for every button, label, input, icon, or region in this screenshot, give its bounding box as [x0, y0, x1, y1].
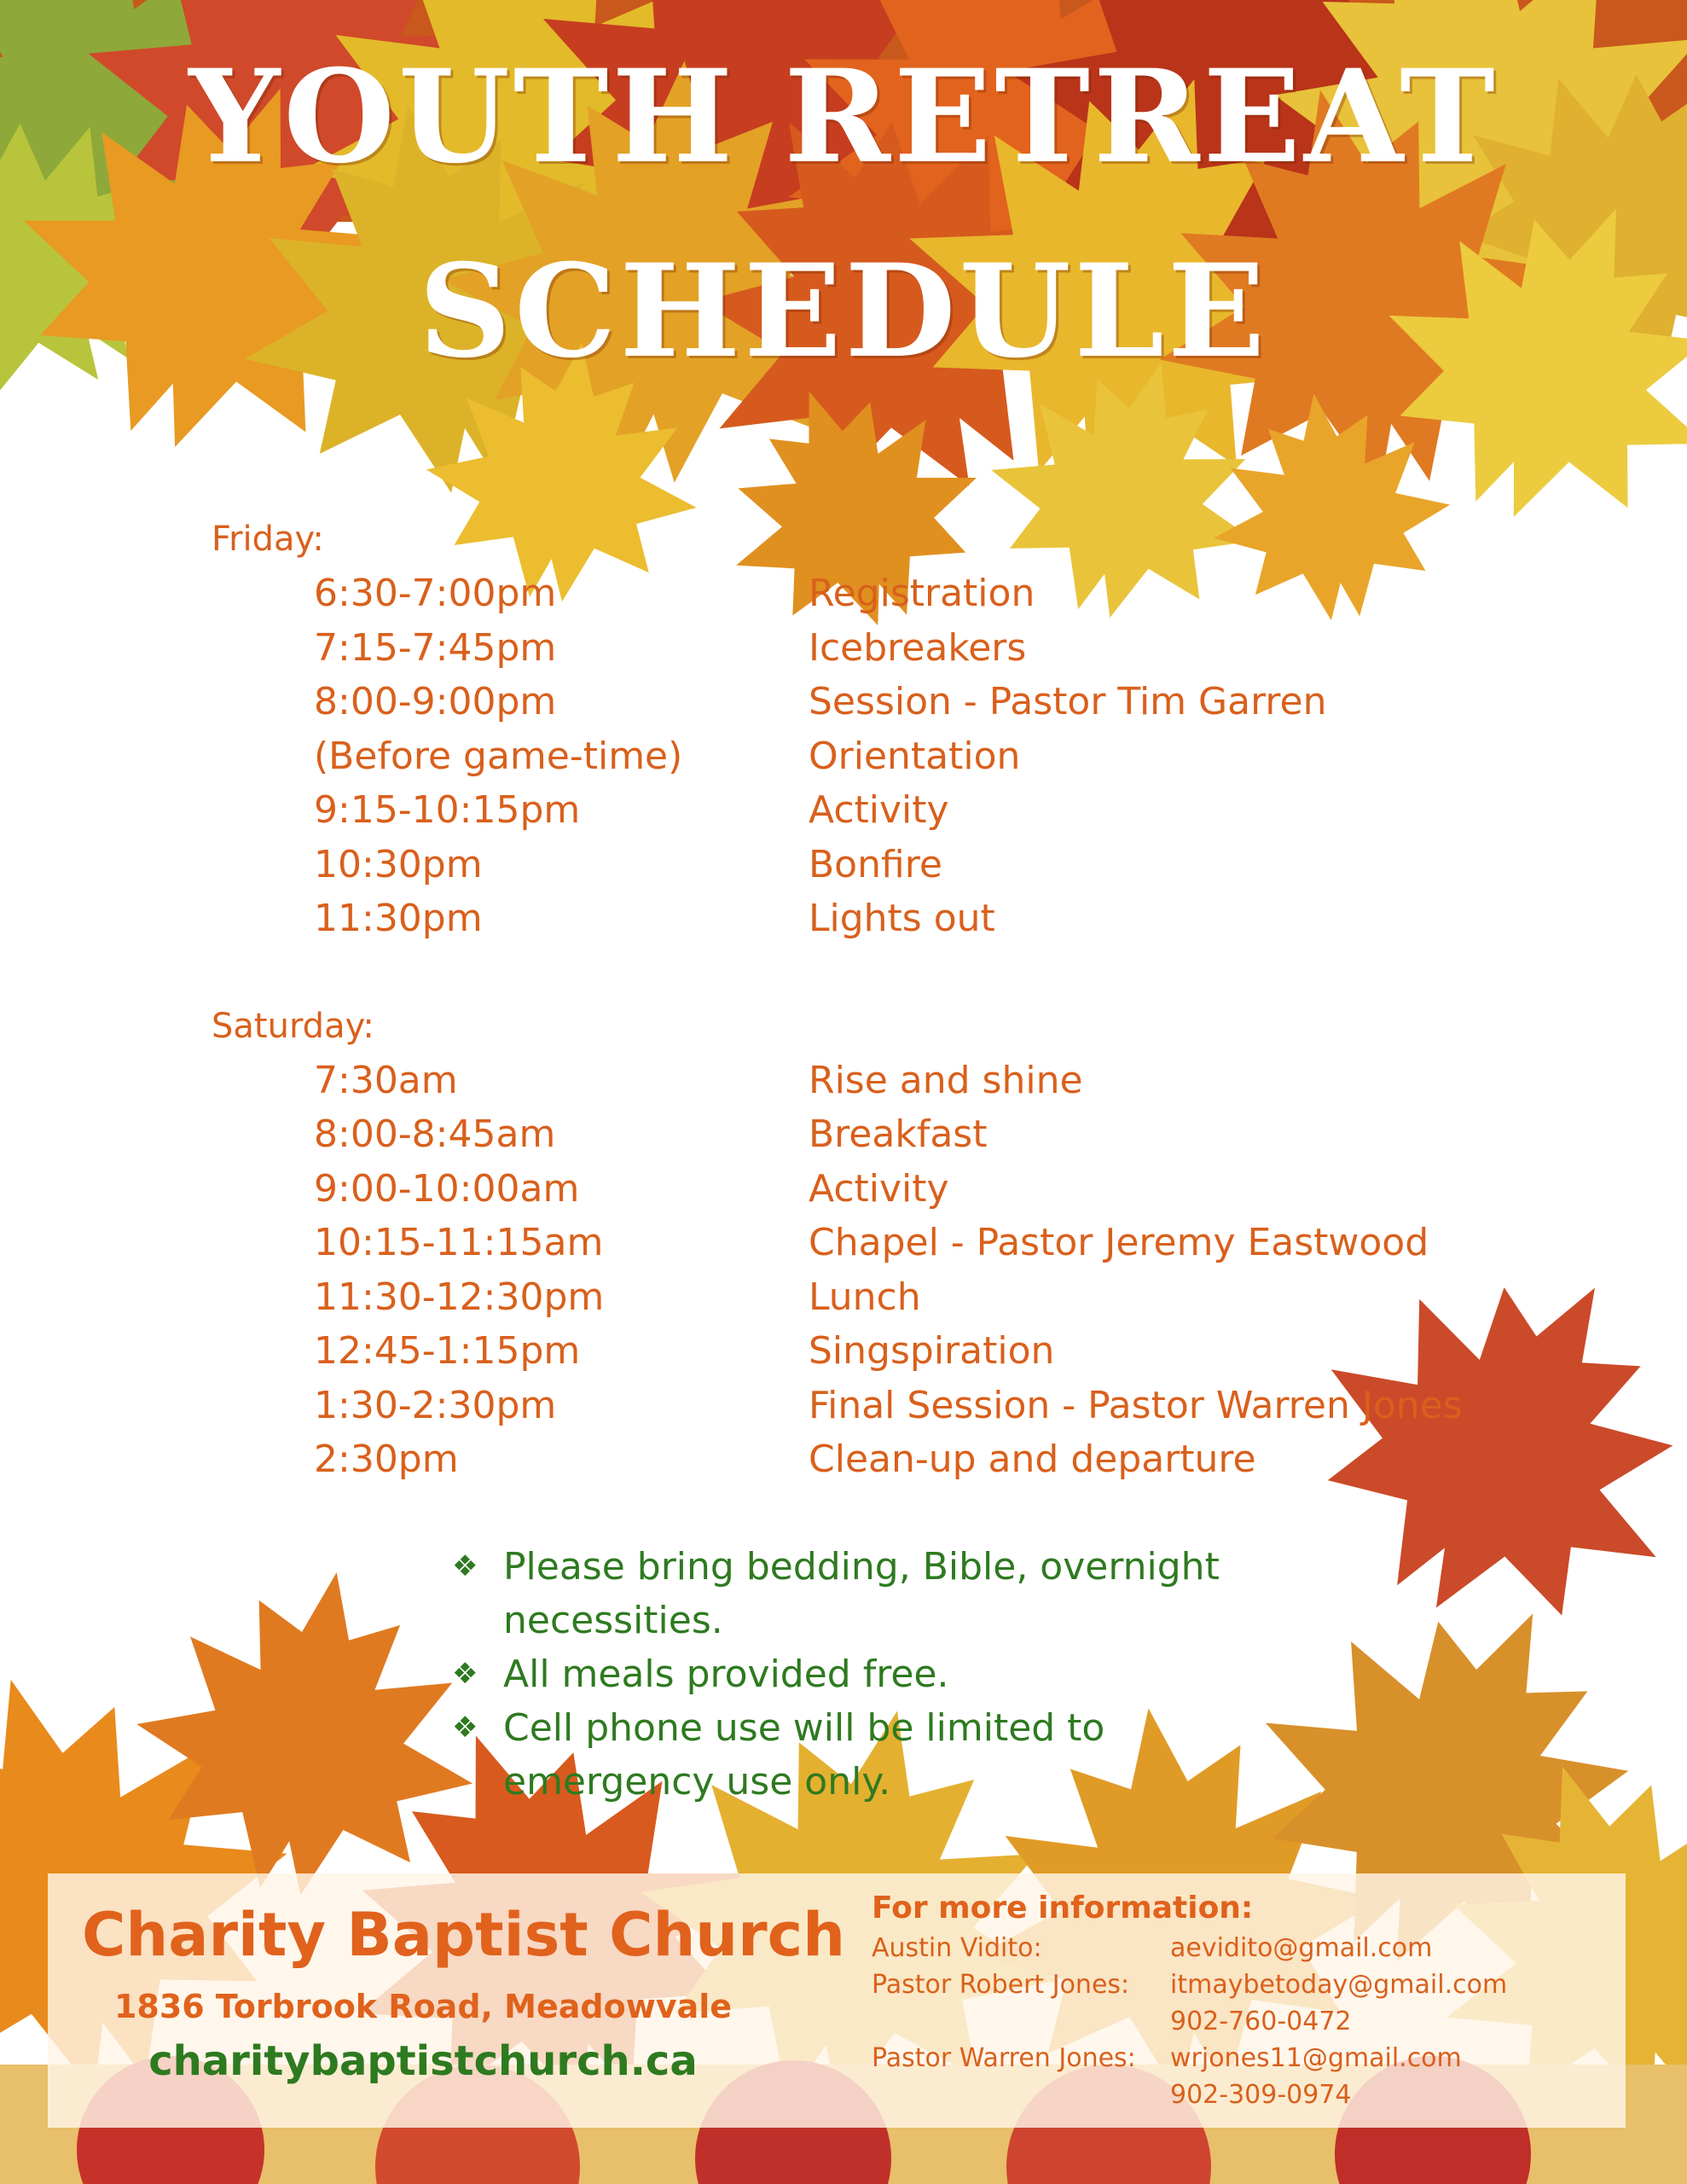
day-label-saturday: Saturday: — [212, 1006, 374, 1046]
schedule-event: Lights out — [809, 897, 995, 940]
church-address: 1836 Torbrook Road, Meadowvale — [113, 1988, 733, 2025]
schedule-row — [212, 1432, 1576, 1487]
info-box — [48, 1873, 1626, 2128]
contact-email-link[interactable]: aevidito@gmail.com — [1170, 1933, 1433, 1963]
schedule-time: 1:30-2:30pm — [314, 1383, 557, 1427]
title-line-2: SCHEDULE — [418, 236, 1269, 386]
contact-row — [872, 1930, 1507, 1966]
notes-list — [452, 1540, 1288, 1809]
schedule-event: Clean-up and departure — [809, 1438, 1256, 1481]
schedule-time: 8:00-8:45am — [314, 1112, 556, 1156]
schedule-event: Rise and shine — [809, 1058, 1083, 1102]
section-gap — [212, 946, 1576, 999]
schedule-time: 2:30pm — [314, 1438, 459, 1481]
schedule-row — [212, 1162, 1576, 1217]
diamond-bullet-icon: ❖ — [452, 1549, 478, 1583]
schedule-event: Activity — [809, 788, 949, 832]
schedule-row — [212, 675, 1576, 729]
church-website-link[interactable]: charitybaptistchurch.ca — [148, 2037, 698, 2085]
schedule-event: Icebreakers — [809, 625, 1027, 670]
note-text: All meals provided free. — [503, 1653, 949, 1696]
contact-row — [872, 2003, 1507, 2040]
schedule-event: Orientation — [809, 734, 1021, 778]
schedule-time: 7:15-7:45pm — [314, 625, 557, 670]
contact-name: Austin Vidito: — [872, 1933, 1042, 1963]
schedule-row — [212, 1054, 1576, 1108]
schedule-time: 12:45-1:15pm — [314, 1329, 581, 1373]
schedule-time: 9:00-10:00am — [314, 1166, 580, 1211]
note-item — [452, 1540, 1288, 1647]
contact-phone: 902-760-0472 — [1170, 2007, 1352, 2036]
schedule-time: 7:30am — [314, 1058, 458, 1102]
schedule-row — [212, 1270, 1576, 1325]
contact-row — [872, 1966, 1507, 2003]
schedule-time: 10:30pm — [314, 842, 483, 886]
note-text: Cell phone use will be limited to emergency use only. — [503, 1706, 1105, 1804]
info-heading: For more information: — [872, 1891, 1254, 1926]
schedule-row — [212, 729, 1576, 784]
schedule-event: Final Session - Pastor Warren Jones — [809, 1383, 1463, 1427]
schedule-row — [212, 566, 1576, 621]
note-item — [452, 1647, 1288, 1701]
schedule-row — [212, 1379, 1576, 1433]
contact-name: Pastor Warren Jones: — [872, 2043, 1136, 2073]
schedule — [212, 512, 1576, 1487]
schedule-time: 11:30pm — [314, 897, 483, 940]
schedule-time: (Before game-time) — [314, 734, 683, 778]
schedule-time: 10:15-11:15am — [314, 1221, 604, 1264]
schedule-event: Bonfire — [809, 842, 942, 886]
schedule-row — [212, 892, 1576, 946]
contact-email-link[interactable]: wrjones11@gmail.com — [1170, 2043, 1462, 2073]
diamond-bullet-icon: ❖ — [452, 1657, 478, 1691]
schedule-event: Singspiration — [809, 1329, 1055, 1373]
contact-row — [872, 2077, 1507, 2113]
contact-name: Pastor Robert Jones: — [872, 1970, 1130, 2000]
schedule-row — [212, 1107, 1576, 1162]
schedule-row — [212, 1216, 1576, 1270]
diamond-bullet-icon: ❖ — [452, 1711, 478, 1745]
church-name: Charity Baptist Church — [82, 1900, 845, 1970]
schedule-time: 6:30-7:00pm — [314, 572, 557, 615]
schedule-row — [212, 838, 1576, 892]
schedule-event: Registration — [809, 572, 1035, 615]
schedule-time: 11:30-12:30pm — [314, 1275, 605, 1319]
schedule-time: 9:15-10:15pm — [314, 788, 581, 832]
schedule-event: Chapel - Pastor Jeremy Eastwood — [809, 1221, 1429, 1264]
contact-name — [872, 2003, 1170, 2040]
schedule-event: Breakfast — [809, 1112, 988, 1156]
schedule-row — [212, 783, 1576, 838]
schedule-event: Activity — [809, 1166, 949, 1211]
note-text: Please bring bedding, Bible, overnight necessities. — [503, 1545, 1220, 1642]
schedule-row — [212, 621, 1576, 676]
schedule-event: Lunch — [809, 1275, 921, 1319]
contact-email-link[interactable]: itmaybetoday@gmail.com — [1170, 1970, 1508, 2000]
schedule-time: 8:00-9:00pm — [314, 680, 557, 723]
note-item — [452, 1701, 1288, 1809]
schedule-row — [212, 1324, 1576, 1379]
day-label-friday: Friday: — [212, 520, 324, 559]
contact-name — [872, 2077, 1170, 2113]
title-line-1: YOUTH RETREAT — [188, 42, 1499, 192]
contact-list — [872, 1930, 1507, 2113]
schedule-event: Session - Pastor Tim Garren — [809, 680, 1327, 723]
contact-row — [872, 2040, 1507, 2077]
contact-phone: 902-309-0974 — [1170, 2080, 1352, 2110]
